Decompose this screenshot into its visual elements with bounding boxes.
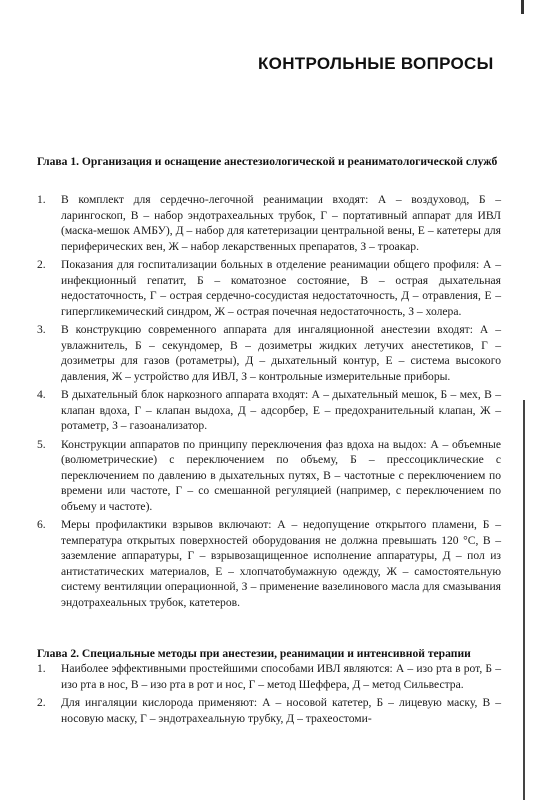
chapter-2-heading: Глава 2. Специальные методы при анестезии, реанимации и интенсивной терапии	[37, 647, 471, 660]
question-number: 4.	[37, 388, 46, 401]
question-item	[37, 257, 501, 319]
question-number: 2.	[37, 696, 46, 709]
question-item	[37, 322, 501, 384]
question-text: Меры профилактики взрывов включают: А – недопущение открытого пламени, Б – температура открытых поверхностей оборудования не должна превышать 120 °С, В – заземление аппаратуры, Г – взрывозащищенное исполнение аппаратуры, Д – пол из антистатических материалов, Е – хлопчатобумажную одежду, Ж – самостоятельную систему вентиляции операционной, З – применение вазелинового масла для смазывания эндотрахеальных трубок, катетеров.	[61, 518, 501, 609]
question-number: 5.	[37, 437, 46, 451]
page-title: КОНТРОЛЬНЫЕ ВОПРОСЫ	[258, 54, 494, 73]
question-number: 3.	[37, 323, 46, 336]
question-text: В конструкцию современного аппарата для ингаляционной анестезии входят: А – увлажнитель, Б – секундомер, В – дозиметры жидких летучих анестетиков, Г – дозиметры для газов (ротаметры), Д – дыхательный контур, Е – система высокого давления, Ж – устройство для ИВЛ, З – контрольные измерительные приборы.	[61, 323, 501, 383]
scan-edge-line	[523, 400, 525, 800]
question-number: 2.	[37, 258, 46, 271]
question-item	[37, 517, 501, 610]
question-item	[37, 661, 501, 692]
chapter-1-heading: Глава 1. Организация и оснащение анестезиологической и реаниматологической служб	[37, 155, 498, 168]
question-text: Конструкции аппаратов по принципу переключения фаз вдоха на выдох: А – объемные (волюметрические) с переключением по объему, Б – прессоциклические с переключением по давлению в дыхательных путях, В – частотные с переключением по времени или частоте, Г – со смешанной регуляцией (например, с переключением по объему и частоте).	[61, 437, 501, 513]
question-item	[37, 387, 501, 434]
question-number: 1.	[37, 193, 46, 206]
question-item	[37, 437, 501, 515]
question-number: 1.	[37, 662, 46, 675]
chapter-1-questions	[37, 192, 501, 613]
chapter-2-questions	[37, 661, 501, 729]
scan-edge-mark	[521, 0, 524, 14]
question-text: Для ингаляции кислорода применяют: А – носовой катетер, Б – лицевую маску, В – носовую маску, Г – эндотрахеальную трубку, Д – трахеостоми-	[61, 696, 501, 725]
question-text: В дыхательный блок наркозного аппарата входят: А – дыхательный мешок, Б – мех, В – клапан вдоха, Г – клапан выдоха, Д – адсорбер, Е – предохранительный клапан, Ж – ротаметр, З – газоанализатор.	[61, 388, 501, 432]
question-number: 6.	[37, 518, 46, 531]
question-item	[37, 695, 501, 726]
question-text: В комплект для сердечно-легочной реанимации входят: А – воздуховод, Б – ларингоскоп, В – набор эндотрахеальных трубок, Г – портативный аппарат для ИВЛ (маска-мешок АМБУ), Д – набор для катетеризации центральной вены, Е – катетеры для периферических вен, Ж – набор лекарственных препаратов, З – троакар.	[61, 193, 501, 253]
question-text: Показания для госпитализации больных в отделение реанимации общего профиля: А – инфекционный гепатит, Б – коматозное состояние, В – острая дыхательная недостаточность, Г – острая сердечно-сосудистая недостаточность, Д – отравления, Е – гипергликемический синдром, Ж – острая почечная недостаточность, З – холера.	[61, 258, 501, 318]
question-text: Наиболее эффективными простейшими способами ИВЛ являются: А – изо рта в рот, Б – изо рта в нос, В – изо рта в рот и нос, Г – метод Шеффера, Д – метод Сильвестра.	[61, 662, 501, 691]
question-item	[37, 192, 501, 254]
